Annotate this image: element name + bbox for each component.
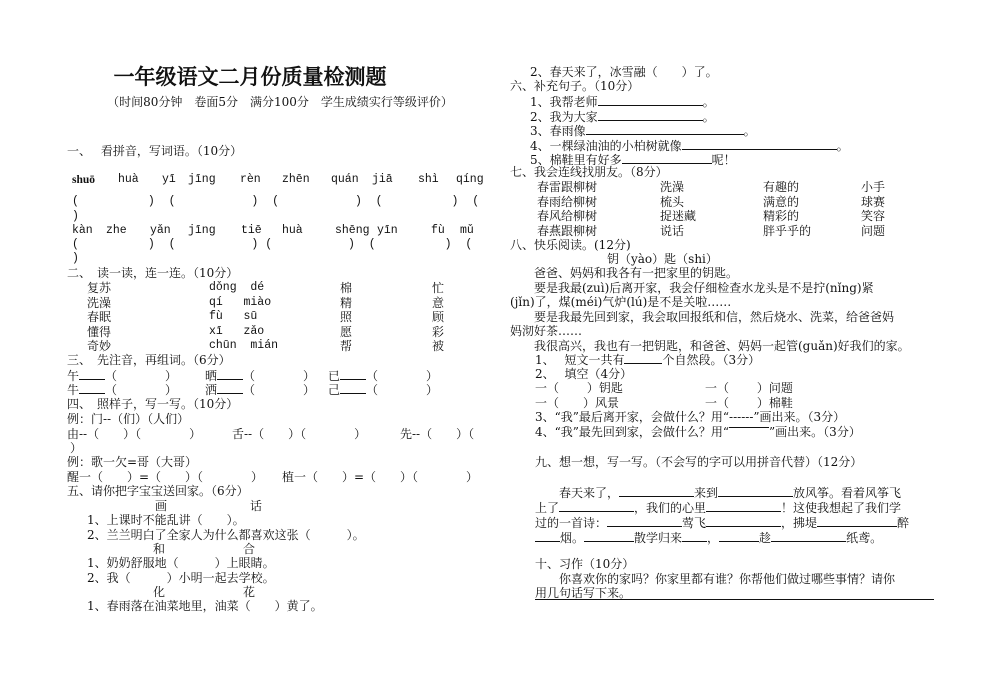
essay-writing-line[interactable] bbox=[535, 599, 934, 600]
sentence-prefix: 3、春雨像 bbox=[530, 124, 586, 138]
word-paren: （ ） bbox=[366, 369, 439, 383]
match-item[interactable]: 彩 bbox=[432, 324, 445, 339]
cloze-text: ，我们的心里 bbox=[634, 501, 707, 515]
cloze-text: 散学归来 bbox=[634, 531, 683, 545]
exercise-4-row1-a: 由--（ ）（ ） bbox=[67, 427, 202, 441]
match-item[interactable]: 懂得 bbox=[87, 324, 112, 339]
cloze-line bbox=[535, 530, 882, 545]
cloze-blank[interactable] bbox=[706, 500, 781, 512]
cloze-text: 上了 bbox=[535, 501, 560, 515]
group3-item1: 1、春雨落在油菜地里，油菜（ ）黄了。 bbox=[87, 599, 323, 613]
match-item[interactable]: 小手 bbox=[861, 180, 886, 194]
section-5-heading: 五、请你把字宝宝送回家。（6分） bbox=[67, 484, 249, 498]
cloze-text: ， bbox=[707, 531, 720, 545]
page-title: 一年级语文二月份质量检测题 bbox=[113, 65, 387, 89]
match-item[interactable]: 洗澡 bbox=[87, 295, 112, 310]
cloze-text: ！这使我想起了我们学 bbox=[781, 501, 902, 515]
fill-2a: 一（ ）风景 bbox=[535, 396, 620, 410]
phonetic-item bbox=[205, 382, 315, 397]
cloze-blank[interactable] bbox=[607, 515, 682, 527]
match-item[interactable]: 照 bbox=[340, 310, 353, 324]
cloze-blank[interactable] bbox=[817, 515, 897, 527]
cloze-text: 来到 bbox=[694, 486, 719, 500]
pinyin-blank[interactable] bbox=[340, 382, 366, 394]
match-item[interactable]: 春眠 bbox=[87, 310, 112, 324]
pinyin-blank[interactable] bbox=[79, 368, 105, 380]
sentence-prefix: 5、棉鞋里有好多 bbox=[530, 153, 622, 167]
pinyin-syllable: rèn bbox=[240, 173, 261, 186]
pinyin-syllable: huà bbox=[282, 224, 303, 237]
cloze-text: 过的一首诗： bbox=[535, 516, 608, 530]
sentence-blank[interactable] bbox=[598, 109, 703, 121]
question-3: 3、“我”最后离开家，会做什么？用“------”画出来。（3分） bbox=[535, 410, 846, 424]
match-item[interactable]: 复苏 bbox=[87, 281, 112, 295]
pinyin-syllable: zhe bbox=[106, 224, 127, 237]
sentence-blank[interactable] bbox=[622, 152, 712, 164]
question-4 bbox=[535, 425, 861, 439]
exercise-4-row1-c: 先--（ ）（ bbox=[400, 427, 475, 441]
sentence-suffix: 。 bbox=[836, 138, 849, 153]
match-item[interactable]: 顾 bbox=[432, 310, 445, 324]
cloze-line bbox=[535, 485, 901, 500]
section-6-heading: 六、补充句子。（10分） bbox=[510, 79, 640, 93]
pinyin-syllable: jīng bbox=[188, 173, 216, 186]
cloze-blank[interactable] bbox=[584, 530, 634, 542]
character: 午 bbox=[67, 369, 80, 383]
word-paren: （ ） bbox=[105, 369, 178, 383]
section-10-heading: 十、习作（10分） bbox=[535, 557, 635, 571]
cloze-blank[interactable] bbox=[771, 530, 846, 542]
group3-item2: 2、春天来了，冰雪融（ ）了。 bbox=[530, 65, 718, 79]
question-1 bbox=[535, 352, 760, 367]
passage-line: 爸爸、妈妈和我各有一把家里的钥匙。 bbox=[510, 266, 739, 280]
match-item[interactable]: 帮 bbox=[340, 339, 353, 353]
group1-item1: 1、上课时不能乱讲（ ）。 bbox=[87, 513, 245, 527]
pinyin-syllable: mǔ bbox=[460, 224, 474, 237]
sentence-prefix: 1、我帮老师 bbox=[530, 95, 598, 109]
cloze-blank[interactable] bbox=[619, 485, 694, 497]
phonetic-item bbox=[205, 368, 315, 383]
match-item[interactable]: 愿 bbox=[340, 324, 353, 339]
match-item[interactable]: 球赛 bbox=[861, 194, 886, 209]
pinyin-syllable: yī bbox=[162, 173, 176, 186]
match-item[interactable]: 忙 bbox=[432, 281, 445, 295]
exercise-4-row1-b: 舌--（ ）（ ） bbox=[232, 427, 367, 441]
sentence-item bbox=[530, 109, 715, 124]
word-choice-2a: 和 bbox=[153, 542, 166, 556]
match-item[interactable]: 笑容 bbox=[861, 209, 886, 223]
sentence-blank[interactable] bbox=[598, 94, 703, 106]
match-item[interactable]: 洗澡 bbox=[660, 180, 685, 194]
q4-suffix: ”画出来。（3分） bbox=[769, 425, 861, 439]
exercise-4-row1-tail: ） bbox=[70, 441, 83, 455]
word-paren: （ ） bbox=[243, 383, 316, 397]
word-choice-1b: 话 bbox=[250, 499, 263, 513]
match-item[interactable]: 满意的 bbox=[763, 194, 800, 209]
word-paren: （ ） bbox=[243, 369, 316, 383]
match-item[interactable]: chūn mián bbox=[209, 339, 279, 352]
sentence-item bbox=[530, 94, 715, 109]
pinyin-syllable: tiē bbox=[241, 224, 262, 237]
match-item[interactable]: qí miào bbox=[209, 295, 272, 309]
pinyin-blank[interactable] bbox=[340, 368, 366, 380]
pinyin-syllable: zhēn bbox=[282, 173, 310, 186]
match-item[interactable]: fù sū bbox=[209, 310, 258, 323]
passage-line: 妈沏好茶…… bbox=[510, 324, 583, 339]
pinyin-syllable: shēng bbox=[335, 224, 370, 237]
pinyin-syllable: jīng bbox=[188, 224, 216, 237]
section-9-heading: 九、想一想，写一写。（不会写的字可以用拼音代替）（12分） bbox=[535, 455, 863, 469]
pinyin-syllable: shì bbox=[418, 173, 439, 186]
pinyin-syllable: kàn bbox=[72, 224, 93, 237]
passage-line: 要是我最先回到家，我会取回报纸和信，然后烧水、洗菜，给爸爸妈 bbox=[510, 309, 895, 324]
question-2: 2、 填空（4分） bbox=[535, 367, 633, 381]
cloze-blank[interactable] bbox=[682, 530, 707, 542]
match-item[interactable]: xī zǎo bbox=[209, 324, 265, 338]
passage-line: 我很高兴，我也有一把钥匙，和爸爸、妈妈一起管(guǎn)好我们的家。 bbox=[510, 339, 910, 353]
word-choice-3a: 化 bbox=[153, 585, 166, 599]
sentence-suffix: 呢！ bbox=[711, 153, 736, 167]
pinyin-syllable: huà bbox=[118, 173, 139, 186]
cloze-blank[interactable] bbox=[706, 515, 781, 527]
pinyin-blank[interactable] bbox=[79, 382, 105, 394]
phonetic-item bbox=[67, 382, 177, 397]
match-item[interactable]: dǒng dé bbox=[209, 281, 265, 294]
q1-suffix: 个自然段。（3分） bbox=[662, 353, 761, 367]
answer-paren-row-1: ( ) ( ) ( ) ( ) ( bbox=[72, 195, 480, 208]
group2-item1: 1、奶奶舒服地（ ）上眼睛。 bbox=[87, 556, 275, 570]
section-3-heading: 三、 先注音，再组词。（6分） bbox=[67, 353, 231, 367]
section-8-heading: 八、快乐阅读。(12分) bbox=[510, 238, 631, 252]
word-choice-3b: 花 bbox=[243, 585, 256, 599]
section-2-heading: 二、 读一读，连一连。（10分） bbox=[67, 266, 239, 280]
cloze-text: 春天来了， bbox=[535, 486, 620, 500]
match-item[interactable]: 有趣的 bbox=[763, 180, 800, 194]
q1-blank[interactable] bbox=[624, 352, 662, 364]
exercise-4-row2-a: 醒一（ ）=（ ）（ ） bbox=[67, 470, 264, 484]
word-paren: （ ） bbox=[366, 383, 439, 397]
sentence-suffix: 。 bbox=[702, 95, 715, 109]
sentence-prefix: 4、一棵绿油油的小柏树就像 bbox=[530, 138, 682, 153]
phonetic-item bbox=[328, 368, 438, 383]
essay-prompt-line1: 你喜欢你的家吗？你家里都有谁？你帮他们做过哪些事情？请你 bbox=[535, 572, 896, 586]
pinyin-syllable: qíng bbox=[456, 173, 484, 186]
essay-prompt-line2: 用几句话写下来。 bbox=[535, 586, 632, 600]
match-item[interactable]: 春雷跟柳树 bbox=[537, 180, 598, 194]
match-item[interactable]: 问题 bbox=[861, 223, 886, 238]
sentence-prefix: 2、我为大家 bbox=[530, 109, 598, 124]
sentence-item bbox=[530, 138, 849, 153]
example-1: 例：门--（们）（人们） bbox=[67, 412, 190, 426]
fill-1a: 一（ ）钥匙 bbox=[535, 381, 623, 395]
character: 洒 bbox=[205, 383, 218, 397]
answer-paren-row-1-tail: ) bbox=[72, 210, 79, 223]
cloze-blank[interactable] bbox=[718, 485, 793, 497]
character: 己 bbox=[328, 383, 341, 397]
pinyin-blank[interactable] bbox=[217, 382, 243, 394]
example-2: 例：歌一欠=哥（大哥） bbox=[67, 455, 198, 469]
cloze-text: ，拂堤 bbox=[781, 516, 818, 530]
pinyin-syllable: shuō bbox=[72, 174, 96, 186]
match-item[interactable]: 意 bbox=[432, 295, 445, 310]
character: 晒 bbox=[205, 369, 218, 383]
cloze-text: 放风筝。看着风筝飞 bbox=[793, 486, 902, 500]
match-item[interactable]: 奇妙 bbox=[87, 339, 112, 353]
match-item[interactable]: 春雨给柳树 bbox=[537, 194, 598, 209]
word-choice-2b: 合 bbox=[243, 542, 256, 556]
exam-info: （时间80分钟 卷面5分 满分100分 学生成绩实行等级评价） bbox=[107, 95, 453, 109]
cloze-blank[interactable] bbox=[559, 500, 634, 512]
pinyin-syllable: jiā bbox=[372, 173, 393, 186]
pinyin-syllable: quán bbox=[331, 173, 359, 186]
phonetic-item bbox=[328, 382, 438, 397]
answer-paren-row-2: ( ) ( ) ( ) ( ) ( bbox=[72, 238, 473, 251]
sentence-blank[interactable] bbox=[586, 123, 744, 135]
sentence-suffix: 。 bbox=[743, 124, 756, 138]
character: 已 bbox=[328, 369, 341, 383]
passage-line: 要是我最(zuì)后离开家，我会仔细检查水龙头是不是拧(nǐng)紧 bbox=[510, 280, 874, 295]
cloze-blank[interactable] bbox=[535, 530, 560, 542]
cloze-text: 醉 bbox=[897, 516, 910, 530]
q1-text: 1、 短文一共有 bbox=[535, 353, 625, 367]
answer-paren-row-2-tail: ) bbox=[72, 252, 79, 265]
match-item[interactable]: 春风给柳树 bbox=[537, 209, 598, 223]
word-paren: （ ） bbox=[105, 383, 178, 397]
pinyin-blank[interactable] bbox=[217, 368, 243, 380]
phonetic-item bbox=[67, 368, 177, 383]
character: 牛 bbox=[67, 383, 80, 397]
fill-2b: 一（ ）棉鞋 bbox=[705, 396, 793, 410]
cloze-line bbox=[535, 515, 909, 530]
cloze-text: 烟。 bbox=[560, 531, 585, 545]
match-item[interactable]: 春燕跟柳树 bbox=[537, 223, 598, 238]
passage-title: 钥（yào）匙（shi） bbox=[607, 252, 718, 266]
match-item[interactable]: 精 bbox=[340, 295, 353, 310]
q4-text: 4、“我”最先回到家，会做什么？用“ bbox=[535, 425, 730, 439]
fill-1b: 一（ ）问题 bbox=[705, 381, 793, 395]
match-item[interactable]: 梳头 bbox=[660, 194, 685, 209]
sentence-blank[interactable] bbox=[682, 138, 837, 150]
wavy-line-sample bbox=[729, 427, 769, 438]
word-choice-1a: 画 bbox=[155, 499, 168, 513]
pinyin-syllable: yǎn bbox=[150, 224, 171, 237]
match-item[interactable]: 胖乎乎的 bbox=[763, 223, 812, 238]
pinyin-syllable: fù bbox=[431, 224, 445, 237]
exercise-4-row2-b: 植一（ ）=（ ）（ ） bbox=[282, 470, 479, 484]
pinyin-syllable: yīn bbox=[377, 224, 398, 237]
section-1-heading: 一、 看拼音，写词语。（10分） bbox=[67, 144, 243, 158]
match-item[interactable]: 说话 bbox=[660, 223, 685, 238]
match-item[interactable]: 被 bbox=[432, 339, 445, 353]
cloze-line bbox=[535, 500, 901, 515]
sentence-suffix: 。 bbox=[702, 109, 715, 124]
sentence-item bbox=[530, 123, 756, 138]
section-4-heading: 四、 照样子，写一写。（10分） bbox=[67, 397, 239, 411]
cloze-text: 莺飞 bbox=[682, 516, 707, 530]
cloze-text: 纸鸢。 bbox=[846, 531, 883, 545]
match-item[interactable]: 精彩的 bbox=[763, 209, 800, 223]
group1-item2: 2、兰兰明白了全家人为什么都喜欢这张（ ）。 bbox=[87, 528, 365, 542]
cloze-blank[interactable] bbox=[719, 530, 759, 542]
cloze-text: 趁 bbox=[759, 531, 772, 545]
match-item[interactable]: 棉 bbox=[340, 281, 353, 295]
group2-item2: 2、我（ ）小明一起去学校。 bbox=[87, 571, 275, 585]
section-7-heading: 七、我会连线找朋友。（8分） bbox=[510, 165, 668, 179]
match-item[interactable]: 捉迷藏 bbox=[660, 209, 697, 223]
passage-line: (jǐn)了，煤(méi)气炉(lú)是不是关啦…… bbox=[510, 295, 732, 310]
